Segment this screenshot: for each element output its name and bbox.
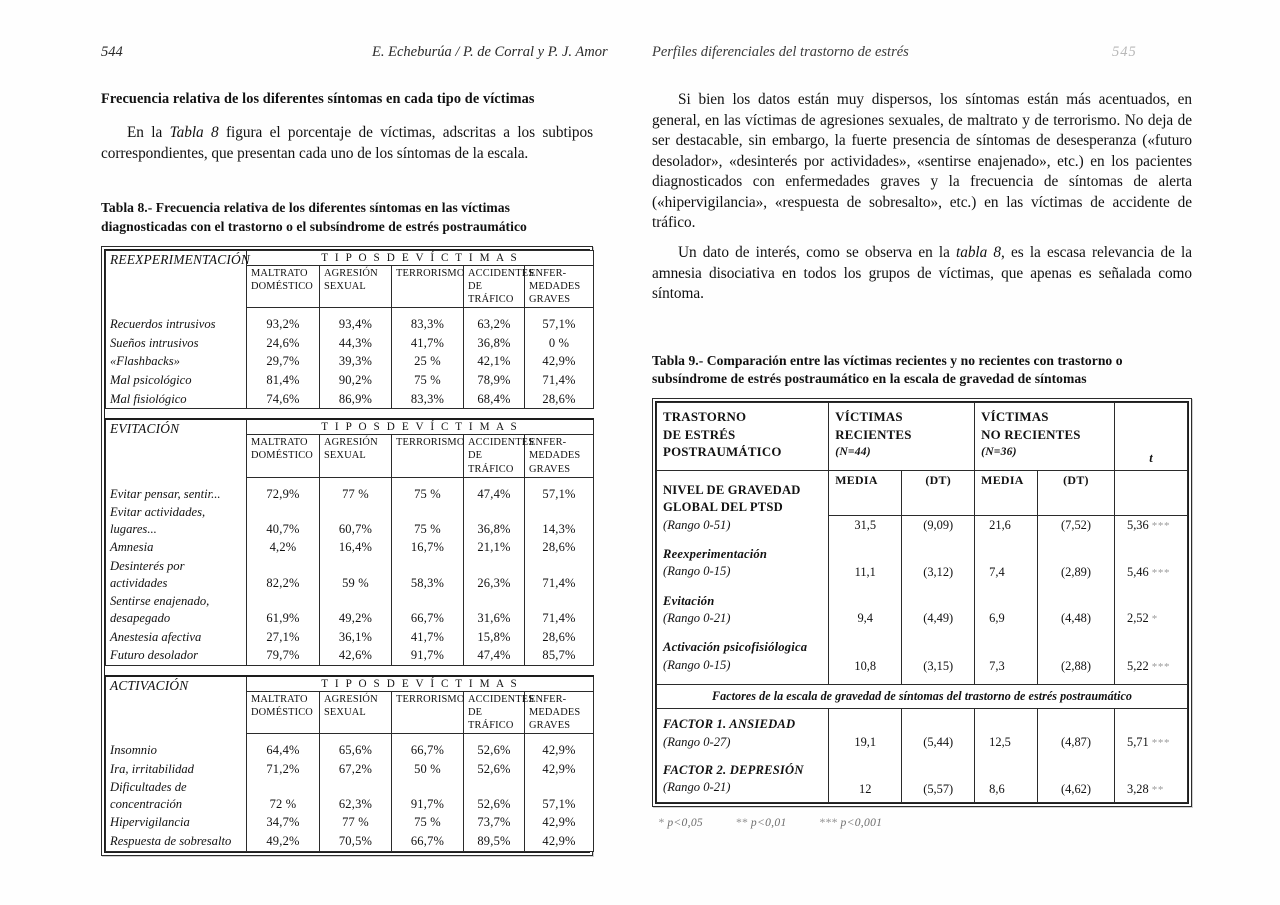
table8-reference-inline: tabla 8 bbox=[956, 243, 1002, 261]
cell-t-value: 5,71 *** bbox=[1115, 709, 1188, 753]
spacer bbox=[106, 477, 594, 485]
cell-value: 42,9% bbox=[525, 741, 594, 760]
cell-value: 47,4% bbox=[464, 646, 525, 665]
col-header-agresion-sexual: AGRESIÓN SEXUAL bbox=[320, 435, 392, 477]
cell-value: 44,3% bbox=[320, 334, 392, 353]
group-title: EVITACIÓN bbox=[106, 419, 247, 477]
subheader-dt: (DT) bbox=[902, 470, 975, 515]
cell-value: 62,3% bbox=[320, 778, 392, 813]
cell-value: 90,2% bbox=[320, 371, 392, 390]
cell-value: 81,4% bbox=[247, 371, 320, 390]
cell-media-reciente: 9,4 bbox=[829, 583, 902, 630]
table-row bbox=[657, 709, 1188, 753]
cell-value: 73,7% bbox=[464, 813, 525, 832]
spacer bbox=[106, 734, 594, 742]
significance-stars: *** bbox=[1151, 661, 1171, 674]
cell-value: 39,3% bbox=[320, 352, 392, 371]
cell-value: 66,7% bbox=[392, 741, 464, 760]
cell-value: 77 % bbox=[320, 485, 392, 504]
cell-value: 24,6% bbox=[247, 334, 320, 353]
row-label: Hipervigilancia bbox=[106, 813, 247, 832]
cell-value: 52,6% bbox=[464, 760, 525, 779]
row-label: Ira, irritabilidad bbox=[106, 760, 247, 779]
row-label: Insomnio bbox=[106, 741, 247, 760]
significance-stars: * bbox=[1151, 613, 1158, 626]
paragraph2-post: , es la escasa relevancia de la amnesia disociativa en todos los grupos de víctimas, que apenas es señalada como síntoma. bbox=[652, 243, 1192, 303]
intro-text-pre: En la bbox=[127, 124, 170, 142]
footnote-p-005: p<0,05 bbox=[667, 815, 704, 829]
col-header-maltrato-domestico: MALTRATO DOMÉSTICO bbox=[247, 435, 320, 477]
row-label: Activación psicofisiólogica (Rango 0-15) bbox=[657, 629, 829, 684]
table-row bbox=[106, 371, 594, 390]
footnote-star-3: *** bbox=[818, 815, 838, 829]
group-title: ACTIVACIÓN bbox=[106, 676, 247, 734]
cell-value: 31,6% bbox=[464, 592, 525, 627]
cell-value: 83,3% bbox=[392, 390, 464, 409]
cell-value: 71,4% bbox=[525, 592, 594, 627]
cell-value: 42,9% bbox=[525, 352, 594, 371]
cell-value: 42,9% bbox=[525, 813, 594, 832]
table8-reference: Tabla 8 bbox=[169, 124, 219, 142]
row-label: Sueños intrusivos bbox=[106, 334, 247, 353]
row-label: Reexperimentación (Rango 0-15) bbox=[657, 536, 829, 583]
cell-value: 34,7% bbox=[247, 813, 320, 832]
table9-header bbox=[657, 403, 1188, 471]
cell-value: 77 % bbox=[320, 813, 392, 832]
cell-value: 4,2% bbox=[247, 538, 320, 557]
cell-t-value: 5,46 *** bbox=[1115, 536, 1188, 583]
cell-dt-no-reciente: (2,89) bbox=[1038, 536, 1115, 583]
cell-value: 49,2% bbox=[247, 832, 320, 851]
group-header-no-recientes: VÍCTIMAS NO RECIENTES (N=36) bbox=[975, 403, 1115, 471]
cell-value: 66,7% bbox=[392, 832, 464, 851]
subheader-blank bbox=[1115, 470, 1188, 515]
cell-value: 86,9% bbox=[320, 390, 392, 409]
col-header-terrorismo: TERRORISMO bbox=[392, 435, 464, 477]
row-label: Recuerdos intrusivos bbox=[106, 315, 247, 334]
significance-stars: *** bbox=[1151, 566, 1171, 579]
row-label: Sentirse enajenado, desapegado bbox=[106, 592, 247, 627]
right-paragraph-2 bbox=[652, 243, 1192, 305]
left-column bbox=[101, 90, 593, 856]
cell-value: 91,7% bbox=[392, 778, 464, 813]
cell-value: 64,4% bbox=[247, 741, 320, 760]
subheader-media: MEDIA bbox=[975, 470, 1038, 515]
cell-media-reciente: 11,1 bbox=[829, 536, 902, 583]
table-row bbox=[106, 334, 594, 353]
intro-paragraph bbox=[101, 123, 593, 164]
cell-value: 42,9% bbox=[525, 760, 594, 779]
row-label: Mal psicológico bbox=[106, 371, 247, 390]
table-row bbox=[106, 557, 594, 592]
cell-value: 41,7% bbox=[392, 628, 464, 647]
row-label: Dificultades de concentración bbox=[106, 778, 247, 813]
table-row bbox=[657, 583, 1188, 630]
section-divider bbox=[106, 665, 594, 676]
folio-right: 545 bbox=[1112, 44, 1137, 60]
cell-dt-reciente: (5,44) bbox=[902, 709, 975, 753]
cell-value: 28,6% bbox=[525, 538, 594, 557]
table-row bbox=[106, 592, 594, 627]
table8 bbox=[105, 250, 594, 852]
table9-subheader bbox=[657, 470, 1188, 515]
row-label: Evitación (Rango 0-21) bbox=[657, 583, 829, 630]
row-label: Anestesia afectiva bbox=[106, 628, 247, 647]
section-heading: Frecuencia relativa de los diferentes síntomas en cada tipo de víctimas bbox=[101, 91, 535, 107]
table-row bbox=[106, 352, 594, 371]
right-paragraph-1: Si bien los datos están muy dispersos, los síntomas están más acentuados, en general, en las víctimas de agresiones sexuales, de maltrato y de terrorismo. No deja de ser destacable, sin embargo, la fuerte presencia de síntomas de desesperanza («futuro desolador», «desinterés por actividades», «sentirse enajenado», etc.) en los pacientes diagnosticados con enfermedades graves y la frecuencia de síntomas de alerta («hipervigilancia», «respuesta de sobresalto», etc.) en las víctimas de accidente de tráfico. bbox=[652, 91, 1192, 232]
cell-value: 75 % bbox=[392, 503, 464, 538]
cell-value: 71,2% bbox=[247, 760, 320, 779]
cell-value: 75 % bbox=[392, 371, 464, 390]
cell-value: 58,3% bbox=[392, 557, 464, 592]
row-label: Desinterés por actividades bbox=[106, 557, 247, 592]
row-label: Amnesia bbox=[106, 538, 247, 557]
cell-media-no-reciente: 21,6 bbox=[975, 515, 1038, 536]
row-label: Mal fisiológico bbox=[106, 390, 247, 409]
cell-dt-no-reciente: (4,62) bbox=[1038, 753, 1115, 802]
cell-media-reciente: 31,5 bbox=[829, 515, 902, 536]
table-row bbox=[106, 390, 594, 409]
col-header-maltrato-domestico: MALTRATO DOMÉSTICO bbox=[247, 265, 320, 307]
subheader-media: MEDIA bbox=[829, 470, 902, 515]
cell-dt-reciente: (3,12) bbox=[902, 536, 975, 583]
table-row bbox=[106, 646, 594, 665]
t-column-header: t bbox=[1115, 403, 1188, 471]
significance-stars: *** bbox=[1151, 519, 1171, 532]
factors-band bbox=[657, 685, 1188, 709]
table-row bbox=[657, 753, 1188, 802]
cell-value: 83,3% bbox=[392, 315, 464, 334]
table-row bbox=[106, 832, 594, 851]
cell-dt-no-reciente: (4,48) bbox=[1038, 583, 1115, 630]
cell-value: 42,6% bbox=[320, 646, 392, 665]
table-row bbox=[657, 629, 1188, 684]
row-label: NIVEL DE GRAVEDAD GLOBAL DEL PTSD (Rango 0-51) bbox=[657, 470, 829, 536]
cell-value: 47,4% bbox=[464, 485, 525, 504]
cell-value: 49,2% bbox=[320, 592, 392, 627]
cell-value: 82,2% bbox=[247, 557, 320, 592]
table-row bbox=[106, 485, 594, 504]
cell-value: 40,7% bbox=[247, 503, 320, 538]
intro-text-post: figura el porcentaje de víctimas, adscritas a los subtipos correspondientes, que presentan cada uno de los síntomas de la escala. bbox=[101, 124, 594, 162]
stub-header: TRASTORNO DE ESTRÉS POSTRAUMÁTICO bbox=[657, 403, 829, 471]
col-header-accidentes-trafico: ACCIDENTES DE TRÁFICO bbox=[464, 265, 525, 307]
cell-value: 29,7% bbox=[247, 352, 320, 371]
row-label: FACTOR 2. DEPRESIÓN (Rango 0-21) bbox=[657, 753, 829, 802]
table9 bbox=[656, 402, 1188, 803]
cell-value: 75 % bbox=[392, 813, 464, 832]
cell-dt-no-reciente: (4,87) bbox=[1038, 709, 1115, 753]
cell-value: 89,5% bbox=[464, 832, 525, 851]
cell-dt-reciente: (3,15) bbox=[902, 629, 975, 684]
cell-value: 75 % bbox=[392, 485, 464, 504]
cell-value: 78,9% bbox=[464, 371, 525, 390]
cell-dt-no-reciente: (7,52) bbox=[1038, 515, 1115, 536]
significance-footnote bbox=[652, 816, 1192, 829]
group-title: REEXPERIMENTACIÓN bbox=[106, 250, 247, 307]
cell-value: 16,7% bbox=[392, 538, 464, 557]
tipos-de-victimas-header: T I P O S D E V Í C T I M A S bbox=[247, 250, 594, 265]
col-header-enfermedades-graves: ENFER- MEDADES GRAVES bbox=[525, 435, 594, 477]
table-row bbox=[106, 503, 594, 538]
cell-media-reciente: 19,1 bbox=[829, 709, 902, 753]
cell-value: 61,9% bbox=[247, 592, 320, 627]
cell-t-value: 5,36 *** bbox=[1115, 515, 1188, 536]
cell-value: 42,1% bbox=[464, 352, 525, 371]
paragraph2-pre: Un dato de interés, como se observa en la bbox=[678, 243, 957, 261]
cell-value: 63,2% bbox=[464, 315, 525, 334]
cell-value: 59 % bbox=[320, 557, 392, 592]
cell-value: 25 % bbox=[392, 352, 464, 371]
table-row bbox=[106, 538, 594, 557]
col-header-accidentes-trafico: ACCIDENTES DE TRÁFICO bbox=[464, 691, 525, 733]
table9-body bbox=[657, 403, 1188, 803]
cell-value: 36,8% bbox=[464, 334, 525, 353]
cell-value: 0 % bbox=[525, 334, 594, 353]
row-label: Evitar pensar, sentir... bbox=[106, 485, 247, 504]
row-label: «Flashbacks» bbox=[106, 352, 247, 371]
cell-value: 21,1% bbox=[464, 538, 525, 557]
subheader-dt: (DT) bbox=[1038, 470, 1115, 515]
cell-value: 28,6% bbox=[525, 390, 594, 409]
table-row bbox=[106, 813, 594, 832]
col-header-terrorismo: TERRORISMO bbox=[392, 265, 464, 307]
cell-value: 72,9% bbox=[247, 485, 320, 504]
table-row bbox=[106, 778, 594, 813]
cell-value: 52,6% bbox=[464, 741, 525, 760]
cell-value: 91,7% bbox=[392, 646, 464, 665]
cell-value: 79,7% bbox=[247, 646, 320, 665]
group-header-recientes: VÍCTIMAS RECIENTES (N=44) bbox=[829, 403, 975, 471]
significance-stars: *** bbox=[1151, 736, 1171, 749]
cell-value: 68,4% bbox=[464, 390, 525, 409]
cell-value: 57,1% bbox=[525, 778, 594, 813]
col-header-maltrato-domestico: MALTRATO DOMÉSTICO bbox=[247, 691, 320, 733]
cell-media-no-reciente: 12,5 bbox=[975, 709, 1038, 753]
cell-value: 41,7% bbox=[392, 334, 464, 353]
cell-value: 50 % bbox=[392, 760, 464, 779]
col-header-enfermedades-graves: ENFER- MEDADES GRAVES bbox=[525, 691, 594, 733]
cell-dt-reciente: (4,49) bbox=[902, 583, 975, 630]
cell-media-reciente: 10,8 bbox=[829, 629, 902, 684]
table8-body bbox=[106, 250, 594, 851]
table-row bbox=[106, 760, 594, 779]
cell-value: 28,6% bbox=[525, 628, 594, 647]
table8-group-header bbox=[106, 250, 594, 265]
col-header-agresion-sexual: AGRESIÓN SEXUAL bbox=[320, 265, 392, 307]
cell-value: 65,6% bbox=[320, 741, 392, 760]
cell-media-reciente: 12 bbox=[829, 753, 902, 802]
cell-dt-reciente: (9,09) bbox=[902, 515, 975, 536]
cell-t-value: 3,28 ** bbox=[1115, 753, 1188, 802]
cell-value: 85,7% bbox=[525, 646, 594, 665]
running-head-left: E. Echeburúa / P. de Corral y P. J. Amor bbox=[372, 44, 608, 60]
significance-stars: ** bbox=[1151, 783, 1164, 796]
table-row bbox=[657, 536, 1188, 583]
footnote-star-2: ** bbox=[735, 815, 748, 829]
cell-media-no-reciente: 8,6 bbox=[975, 753, 1038, 802]
cell-media-no-reciente: 7,3 bbox=[975, 629, 1038, 684]
cell-value: 72 % bbox=[247, 778, 320, 813]
cell-value: 27,1% bbox=[247, 628, 320, 647]
row-label: Futuro desolador bbox=[106, 646, 247, 665]
factors-band-label: Factores de la escala de gravedad de síntomas del trastorno de estrés postraumático bbox=[657, 685, 1188, 709]
spacer bbox=[106, 308, 594, 316]
table-row bbox=[106, 315, 594, 334]
table8-caption: Tabla 8.- Frecuencia relativa de los diferentes síntomas en las víctimas diagnosticadas con el trastorno o el subsíndrome de estrés postraumático bbox=[101, 200, 527, 235]
cell-value: 15,8% bbox=[464, 628, 525, 647]
table9-frame bbox=[652, 398, 1192, 807]
footnote-p-001: p<0,01 bbox=[750, 815, 787, 829]
cell-value: 71,4% bbox=[525, 557, 594, 592]
table8-group-header bbox=[106, 676, 594, 692]
section-divider bbox=[106, 409, 594, 420]
cell-dt-no-reciente: (2,88) bbox=[1038, 629, 1115, 684]
cell-value: 67,2% bbox=[320, 760, 392, 779]
row-label: Respuesta de sobresalto bbox=[106, 832, 247, 851]
table-row bbox=[106, 741, 594, 760]
cell-media-no-reciente: 6,9 bbox=[975, 583, 1038, 630]
cell-value: 26,3% bbox=[464, 557, 525, 592]
cell-value: 16,4% bbox=[320, 538, 392, 557]
cell-value: 36,1% bbox=[320, 628, 392, 647]
cell-dt-reciente: (5,57) bbox=[902, 753, 975, 802]
row-label: FACTOR 1. ANSIEDAD (Rango 0-27) bbox=[657, 709, 829, 753]
cell-value: 57,1% bbox=[525, 485, 594, 504]
table8-frame bbox=[101, 246, 593, 856]
right-column bbox=[652, 90, 1192, 829]
cell-value: 57,1% bbox=[525, 315, 594, 334]
cell-media-no-reciente: 7,4 bbox=[975, 536, 1038, 583]
footnote-p-0001: p<0,001 bbox=[840, 815, 883, 829]
cell-value: 93,4% bbox=[320, 315, 392, 334]
row-label: Evitar actividades, lugares... bbox=[106, 503, 247, 538]
table9-caption: Tabla 9.- Comparación entre las víctimas recientes y no recientes con trastorno o subsíndrome de estrés postraumático en la escala de gravedad de síntomas bbox=[652, 352, 1123, 387]
cell-value: 14,3% bbox=[525, 503, 594, 538]
cell-value: 66,7% bbox=[392, 592, 464, 627]
cell-value: 70,5% bbox=[320, 832, 392, 851]
col-header-accidentes-trafico: ACCIDENTES DE TRÁFICO bbox=[464, 435, 525, 477]
cell-value: 93,2% bbox=[247, 315, 320, 334]
cell-value: 42,9% bbox=[525, 832, 594, 851]
col-header-terrorismo: TERRORISMO bbox=[392, 691, 464, 733]
table-row bbox=[106, 628, 594, 647]
cell-t-value: 5,22 *** bbox=[1115, 629, 1188, 684]
col-header-enfermedades-graves: ENFER- MEDADES GRAVES bbox=[525, 265, 594, 307]
folio-left: 544 bbox=[101, 44, 123, 60]
cell-value: 36,8% bbox=[464, 503, 525, 538]
cell-value: 52,6% bbox=[464, 778, 525, 813]
tipos-de-victimas-header: T I P O S D E V Í C T I M A S bbox=[247, 676, 594, 692]
col-header-agresion-sexual: AGRESIÓN SEXUAL bbox=[320, 691, 392, 733]
cell-value: 60,7% bbox=[320, 503, 392, 538]
cell-value: 74,6% bbox=[247, 390, 320, 409]
tipos-de-victimas-header: T I P O S D E V Í C T I M A S bbox=[247, 419, 594, 435]
cell-t-value: 2,52 * bbox=[1115, 583, 1188, 630]
table8-group-header bbox=[106, 419, 594, 435]
footnote-star-1: * bbox=[658, 815, 665, 829]
cell-value: 71,4% bbox=[525, 371, 594, 390]
running-head-right: Perfiles diferenciales del trastorno de estrés bbox=[652, 44, 909, 60]
